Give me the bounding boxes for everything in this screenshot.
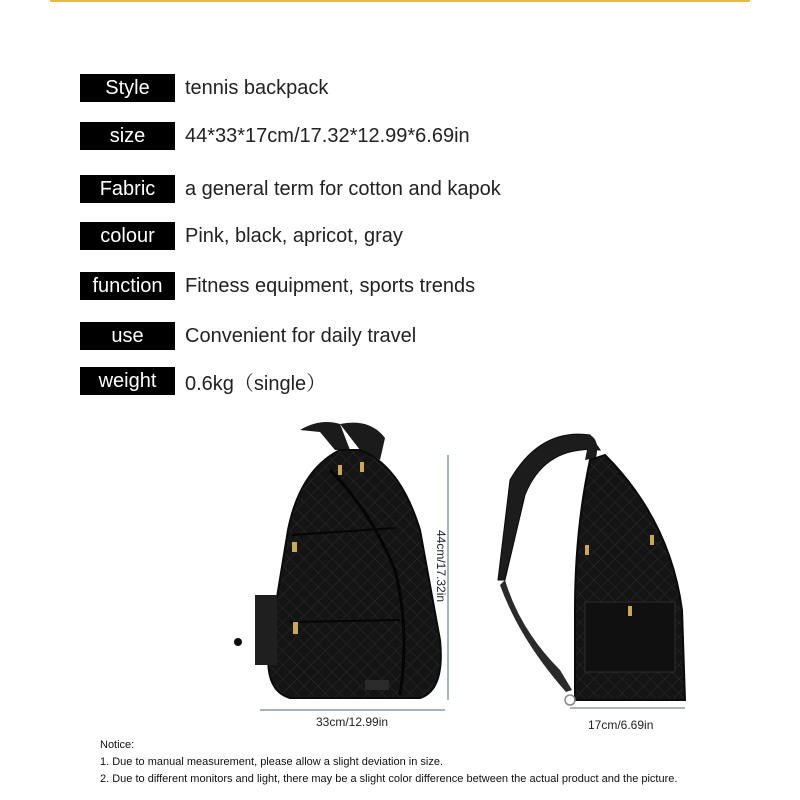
spec-row-use	[80, 322, 416, 350]
notice-item: 1. Due to manual measurement, please allow a slight deviation in size.	[100, 756, 444, 768]
spec-label: weight	[80, 367, 175, 395]
spec-label: colour	[80, 222, 175, 250]
backpack-side-image	[498, 434, 685, 705]
spec-value: a general term for cotton and kapok	[185, 177, 501, 200]
notice-section	[100, 737, 677, 788]
product-images	[0, 410, 800, 740]
depth-dimension-label: 17cm/6.69in	[588, 718, 654, 732]
spec-value: tennis backpack	[185, 76, 329, 99]
top-accent-line	[50, 0, 750, 2]
height-dimension-label: 44cm/17.32in	[434, 530, 448, 603]
spec-value: Convenient for daily travel	[185, 324, 417, 347]
width-dimension-label: 33cm/12.99in	[316, 715, 389, 729]
spec-row-weight	[80, 367, 326, 395]
spec-label: Style	[80, 74, 175, 102]
spec-row-function	[80, 272, 475, 300]
notice-item: 2. Due to different monitors and light, there may be a slight color difference between the actual product and the picture.	[100, 773, 678, 785]
spec-value: 0.6kg（single）	[185, 372, 327, 395]
spec-label: size	[80, 122, 175, 150]
spec-row-style	[80, 74, 328, 102]
spec-label: function	[80, 272, 175, 300]
spec-row-colour	[80, 222, 403, 250]
spec-row-fabric	[80, 175, 501, 203]
spec-label: Fabric	[80, 175, 175, 203]
spec-value: Fitness equipment, sports trends	[185, 274, 476, 297]
spec-value: 44*33*17cm/17.32*12.99*6.69in	[185, 124, 470, 147]
spec-value: Pink, black, apricot, gray	[185, 224, 403, 247]
spec-label: use	[80, 322, 175, 350]
backpack-front-image	[234, 422, 441, 698]
notice-title: Notice:	[100, 739, 135, 751]
spec-row-size	[80, 122, 470, 150]
